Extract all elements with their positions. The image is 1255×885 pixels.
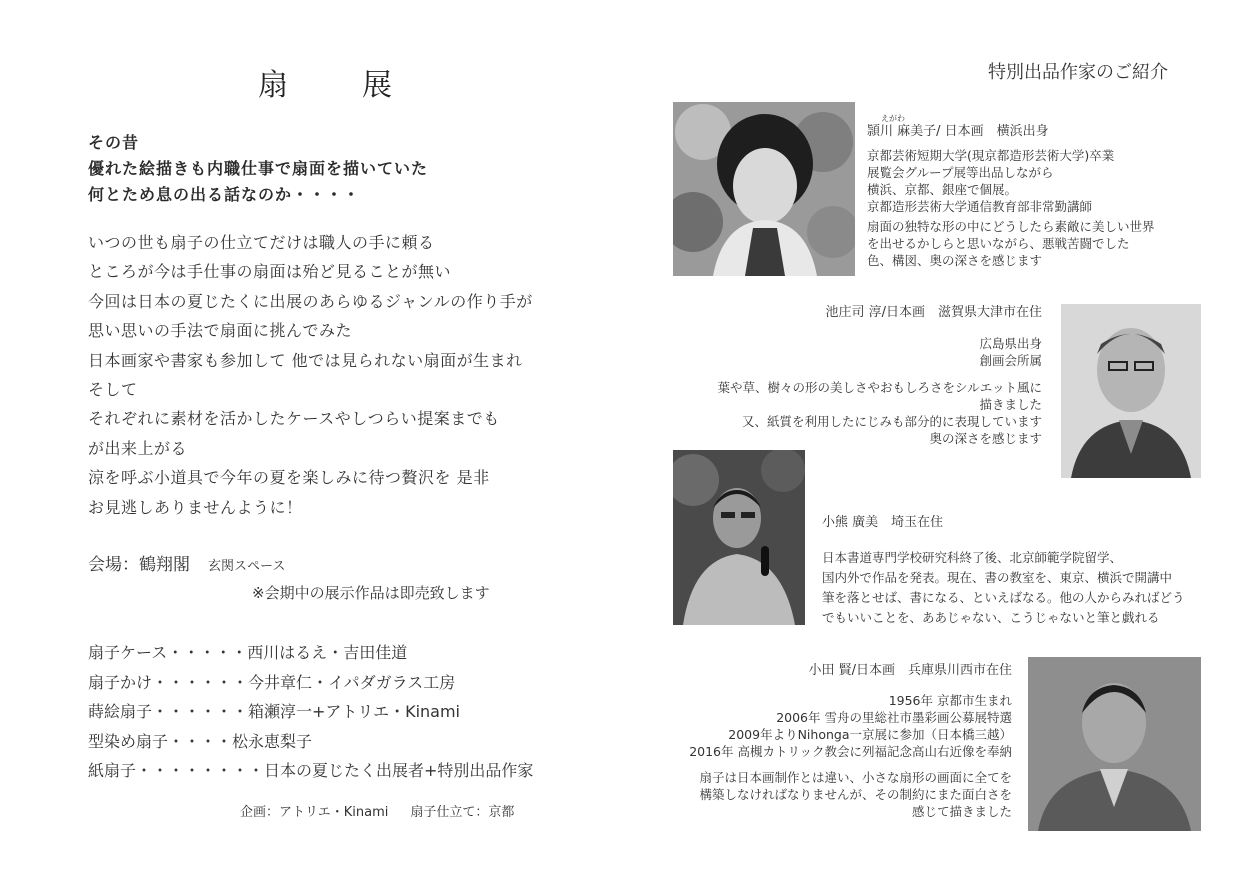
credits bbox=[240, 801, 514, 820]
career-line: 2006年 雪舟の里総社市墨彩画公募展特選 bbox=[776, 710, 1012, 725]
body-line: 日本画家や書家も参加して 他では見られない扇面が生まれ bbox=[88, 350, 523, 370]
intro-line: 何とため息の出る話なのか・・・・ bbox=[88, 185, 361, 204]
intro-line: 優れた絵描きも内職仕事で扇面を描いていた bbox=[88, 159, 429, 178]
career-line: 京都芸術短期大学(現京都造形芸術大学)卒業 bbox=[867, 148, 1115, 163]
career-line: 横浜、京都、銀座で個展。 bbox=[867, 182, 1018, 197]
body-line: いつの世も扇子の仕立てだけは職人の手に頼る bbox=[88, 233, 435, 252]
credit-tailor: 扇子仕立て：京都 bbox=[410, 805, 515, 820]
craft-item: 扇子かけ・・・・・・今井章仁・イパダガラス工房 bbox=[88, 672, 456, 692]
body-line: 思い思いの手法で扇面に挑んでみた bbox=[88, 321, 353, 341]
statement-line: 筆を落とせば、書になる、といえばなる。他の人からみればどう bbox=[822, 590, 1185, 605]
body-line: 今回は日本の夏じたくに出展のあらゆるジャンルの作り手が bbox=[88, 291, 533, 311]
artist-photo-egawa bbox=[673, 102, 855, 276]
venue bbox=[88, 550, 285, 575]
statement-line: を出せるかしらと思いながら、悪戦苦闘でした bbox=[867, 236, 1130, 251]
artist-photo-oda bbox=[1028, 657, 1201, 831]
artist-name: 小熊 廣美 埼玉在住 bbox=[822, 515, 944, 530]
body-line: お見逃しありませんように！ bbox=[88, 497, 303, 517]
intro-line: その昔 bbox=[88, 133, 140, 152]
craft-item: 蒔絵扇子・・・・・・箱瀬淳一+アトリエ・Kinami bbox=[88, 702, 461, 722]
career-line: 2016年 高槻カトリック教会に列福記念高山右近像を奉納 bbox=[689, 744, 1012, 759]
craft-item: 扇子ケース・・・・・西川はるえ・吉田佳道 bbox=[88, 643, 408, 662]
artist-info-oda bbox=[689, 662, 1012, 820]
artist-name: 小田 賢/日本画 兵庫県川西市在住 bbox=[808, 663, 1012, 678]
artist-info-ikeshoji bbox=[718, 304, 1042, 447]
career-line: 展覧会グループ展等出品しながら bbox=[867, 165, 1054, 180]
body-line: が出来上がる bbox=[88, 438, 188, 458]
statement-line: 扇面の独特な形の中にどうしたら素敵に美しい世界 bbox=[867, 219, 1155, 234]
artist-info-oguma bbox=[822, 514, 1185, 628]
intro-text bbox=[88, 130, 428, 208]
statement-line: 構築しなければなりませんが、その制約にまた面白さを bbox=[699, 787, 1012, 802]
venue-note: ※会期中の展示作品は即売致します bbox=[252, 584, 490, 602]
statement-line: 国内外で作品を発表。現在、書の教室を、東京、横浜で開講中 bbox=[822, 570, 1173, 585]
body-text bbox=[88, 228, 533, 522]
body-line: ところが今は手仕事の扇面は殆ど見ることが無い bbox=[88, 262, 452, 282]
artist-photo-oguma bbox=[673, 450, 805, 625]
career-line: 1956年 京都市生まれ bbox=[888, 693, 1012, 708]
statement-line: 描きました bbox=[979, 397, 1042, 412]
career-line: 2009年よりNihonga一京展に参加（日本橋三越） bbox=[728, 727, 1012, 742]
statement-line: でもいいことを、ああじゃない、こうじゃないと筆と戯れる bbox=[822, 610, 1160, 625]
statement-line: 奥の深さを感じます bbox=[929, 431, 1042, 446]
body-line: 涼を呼ぶ小道具で今年の夏を楽しみに待つ贅沢を 是非 bbox=[88, 468, 490, 488]
career-line: 創画会所属 bbox=[979, 353, 1042, 368]
craft-item: 型染め扇子・・・・松永恵梨子 bbox=[88, 731, 313, 751]
artist-name-ruby: えがわ bbox=[881, 114, 905, 123]
venue-label: 会場：鶴翔閣 bbox=[88, 555, 190, 575]
venue-space: 玄関スペース bbox=[208, 559, 286, 574]
artist-photo-ikeshoji bbox=[1061, 304, 1201, 478]
career-line: 京都造形芸術大学通信教育部非常勤講師 bbox=[867, 199, 1093, 214]
page-title: 扇 展 bbox=[258, 68, 414, 103]
statement-line: 又、紙質を利用したにじみも部分的に表現しています bbox=[741, 414, 1042, 429]
craft-item: 紙扇子・・・・・・・・日本の夏じたく出展者+特別出品作家 bbox=[88, 761, 534, 781]
artist-name: 頴川 麻美子/ 日本画 横浜出身 bbox=[867, 124, 1049, 139]
statement-line: 葉や草、樹々の形の美しさやおもしろさをシルエット風に bbox=[717, 380, 1042, 395]
section-title: 特別出品作家のご紹介 bbox=[988, 62, 1168, 83]
credit-plan: 企画：アトリエ・Kinami bbox=[240, 805, 389, 820]
artist-name: 池庄司 淳/日本画 滋賀県大津市在住 bbox=[825, 305, 1042, 320]
statement-line: 感じて描きました bbox=[911, 804, 1012, 819]
statement-line: 扇子は日本画制作とは違い、小さな扇形の画面に全てを bbox=[699, 770, 1012, 785]
career-line: 広島県出身 bbox=[979, 336, 1042, 351]
body-line: そして bbox=[88, 380, 138, 400]
statement-line: 色、構図、奥の深さを感じます bbox=[867, 253, 1043, 268]
body-line: それぞれに素材を活かしたケースやしつらい提案までも bbox=[88, 409, 500, 429]
artist-info-egawa bbox=[867, 114, 1155, 269]
crafts-list bbox=[88, 638, 533, 786]
statement-line: 日本書道専門学校研究科終了後、北京師範学院留学、 bbox=[822, 550, 1123, 565]
